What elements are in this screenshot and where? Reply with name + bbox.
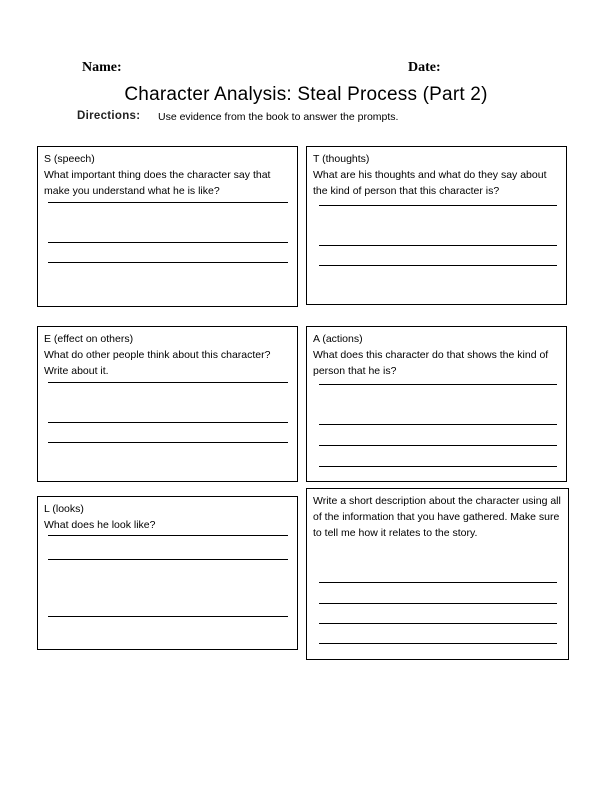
answer-line[interactable] (319, 384, 557, 385)
answer-line[interactable] (48, 262, 288, 263)
date-label: Date: (408, 60, 441, 75)
answer-line[interactable] (48, 242, 288, 243)
answer-line[interactable] (319, 466, 557, 467)
thoughts-prompt: What are his thoughts and what do they say about the kind of person that this character is? (313, 169, 547, 197)
answer-line[interactable] (319, 582, 557, 583)
answer-line[interactable] (319, 603, 557, 604)
speech-prompt: What important thing does the character say that make you understand what he is like? (44, 169, 271, 197)
answer-line[interactable] (48, 559, 288, 560)
answer-line[interactable] (319, 445, 557, 446)
actions-prompt: What does this character do that shows the kind of person that he is? (313, 349, 549, 377)
name-label: Name: (82, 60, 122, 75)
page-title: Character Analysis: Steal Process (Part 2) (124, 84, 488, 105)
effect-label: E (effect on others) (44, 333, 134, 345)
summary-prompt: Write a short description about the character using all of the information that you have gathered. Make sure to tell me how it relates to the story. (313, 495, 561, 539)
answer-line[interactable] (319, 265, 557, 266)
thoughts-box (306, 146, 567, 305)
answer-line[interactable] (319, 623, 557, 624)
answer-line[interactable] (48, 616, 288, 617)
answer-line[interactable] (48, 202, 288, 203)
answer-line[interactable] (48, 382, 288, 383)
speech-box (37, 146, 298, 307)
looks-label: L (looks) (44, 503, 84, 515)
looks-prompt: What does he look like? (44, 519, 156, 531)
actions-label: A (actions) (313, 333, 363, 345)
looks-box (37, 496, 298, 650)
answer-line[interactable] (319, 245, 557, 246)
directions-label: Directions: (77, 110, 141, 122)
directions-text: Use evidence from the book to answer the prompts. (158, 111, 399, 123)
effect-prompt: What do other people think about this character? Write about it. (44, 349, 271, 377)
answer-line[interactable] (48, 535, 288, 536)
answer-line[interactable] (319, 205, 557, 206)
answer-line[interactable] (319, 643, 557, 644)
answer-line[interactable] (319, 424, 557, 425)
actions-box (306, 326, 567, 482)
effect-box (37, 326, 298, 482)
answer-line[interactable] (48, 442, 288, 443)
summary-box (306, 488, 569, 660)
thoughts-label: T (thoughts) (313, 153, 370, 165)
speech-label: S (speech) (44, 153, 95, 165)
answer-line[interactable] (48, 422, 288, 423)
